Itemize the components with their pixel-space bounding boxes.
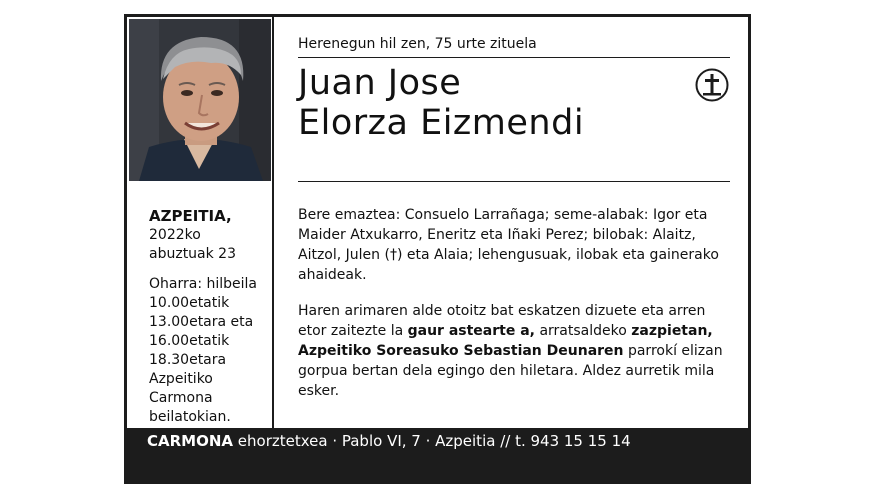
notice-line: 16.00etatik bbox=[149, 333, 230, 349]
funeral-home-details: ehorztetxea · Pablo VI, 7 · Azpeitia // t. 943 15 15 14 bbox=[233, 432, 631, 450]
notice-line: Oharra: hilbeila bbox=[149, 276, 257, 292]
divider-bottom bbox=[298, 181, 730, 182]
portrait-photo bbox=[129, 19, 271, 181]
funeral-home-name: CARMONA bbox=[147, 432, 234, 450]
service-time-place: zazpietan, Azpeitiko Soreasuko Sebastian Deunaren bbox=[298, 323, 713, 359]
name-first: Juan Jose bbox=[298, 63, 462, 103]
name-last: Elorza Eizmendi bbox=[298, 103, 585, 143]
deceased-name bbox=[298, 63, 584, 143]
service-text: arratsaldeko bbox=[535, 323, 632, 339]
service-text: Haren arimaren alde otoitz bat eskatzen dizuete eta arren etor zaitezte la bbox=[298, 303, 706, 339]
notice-line: Carmona bbox=[149, 390, 213, 406]
date-line-year: 2022ko bbox=[149, 227, 201, 243]
footer-text bbox=[147, 431, 631, 451]
cross-in-circle-icon bbox=[695, 68, 729, 102]
funeral-home-footer bbox=[127, 428, 748, 481]
notice-line: 13.00etara eta bbox=[149, 314, 254, 330]
sidebar bbox=[127, 17, 274, 481]
age-subtitle: Herenegun hil zen, 75 urte zituela bbox=[298, 36, 537, 52]
city-label: AZPEITIA, bbox=[149, 207, 232, 225]
notice-line: 10.00etatik bbox=[149, 295, 230, 311]
date-line-day: abuztuak 23 bbox=[149, 246, 237, 262]
service-paragraph bbox=[298, 301, 730, 401]
notice-line: beilatokian. bbox=[149, 409, 231, 425]
service-text: parrokí elizan gorpua bertan dela egingo den hiletara. Aldez aurretik mila esker. bbox=[298, 343, 723, 399]
divider-top bbox=[298, 57, 730, 58]
notice-line: 18.30etara bbox=[149, 352, 227, 368]
obituary-card bbox=[124, 14, 751, 484]
service-day: gaur astearte a, bbox=[407, 323, 535, 339]
family-paragraph: Bere emaztea: Consuelo Larrañaga; seme-alabak: Igor eta Maider Atxukarro, Eneritz eta Iñaki Perez; bilobak: Alaitz, Aitzol, Julen (†) eta Alaia; lehengusuak, ilobak eta gainerako ahaideak. bbox=[298, 207, 719, 283]
sidebar-details bbox=[149, 207, 271, 427]
notice-line: Azpeitiko bbox=[149, 371, 213, 387]
obituary-body bbox=[298, 205, 730, 417]
